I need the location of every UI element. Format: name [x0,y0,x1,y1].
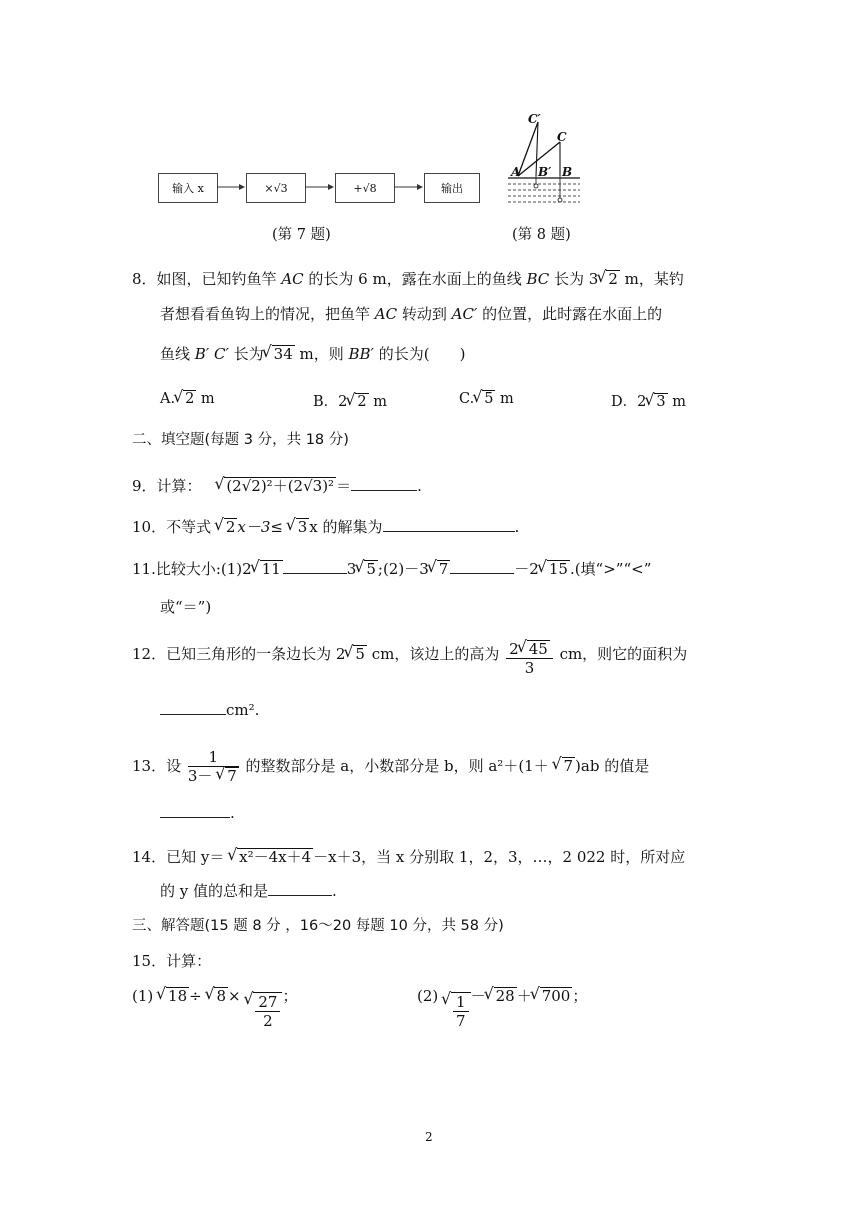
option-a: A.√ 2 m [160,390,215,408]
question-8-line-2: 者想看看鱼钩上的情况，把鱼竿 AC 转动到 AC′ 的位置，此时露在水面上的 [160,305,663,323]
option-b: B．2√ 2 m [313,390,387,411]
question-14-line-1: 14．已知 y＝ √ x²－4x＋4 －x＋3，当 x 分别取 1，2，3，…，2 022 时，所对应 [132,846,685,867]
flowchart-input-label: 输入 x [172,182,204,195]
answer-blank[interactable] [450,559,514,574]
question-15-title: 15．计算： [132,952,212,970]
question-8-line-1: 8．如图，已知钓鱼竿 AC 的长为 6 m，露在水面上的鱼线 BC 长为 3√ 2 m，某钓 [132,268,684,289]
answer-blank[interactable] [283,559,347,574]
flowchart-add-label: +√8 [353,181,377,195]
answer-blank[interactable] [351,476,417,491]
figure8-caption: (第 8 题) [512,227,571,243]
section-3-heading: 三、解答题(15 题 8 分 ，16～20 每题 10 分，共 58 分) [132,918,504,934]
question-8-line-3: 鱼线 B′ C′ 长为√ 34 m，则 BB′ 的长为( ) [160,343,465,364]
question-12-line-1: 12．已知三角形的一条边长为 2√ 5 cm，该边上的高为 $\frac{2√ 45}{3}$ cm，则它的面积为 [132,640,687,677]
question-15-part-2: (2) √ $\frac{1}{7}$ －√ 28 ＋√ 700 ； [417,985,587,1030]
label-b-prime: B′ [538,165,552,179]
flowchart-arrows [0,0,860,230]
flowchart-multiply-label: ×√3 [264,181,288,195]
question-9: 9．计算： √ (2√2)²＋(2√3)² ＝ . [132,475,422,496]
question-14-line-2: 的 y 值的总和是 . [160,882,337,900]
answer-blank[interactable] [160,700,226,715]
label-c-prime: C′ [528,112,541,126]
label-c: C [557,130,567,144]
question-12-line-2: cm². [160,700,259,719]
section-2-heading: 二、填空题(每题 3 分，共 18 分) [132,432,349,448]
question-13-line-2: . [160,803,235,822]
flowchart-output-label: 输出 [441,182,463,195]
label-b: B [562,165,573,179]
fishing-rod-diagram [500,110,590,215]
answer-blank[interactable] [160,803,230,818]
question-13-line-1: 13．设 $\frac{1}{3- √ 7}$ 的整数部分是 a，小数部分是 b，则 a²＋(1＋ √ 7 )ab 的值是 [132,748,649,785]
question-11-line-2: 或“＝”) [160,598,212,616]
question-11-line-1: 11.比较大小:(1)2√ 11 3√ 5 ;(2)－3√ 7 －2√ 15 .(填“>”“<” [132,558,651,579]
question-10: 10．不等式 √ 2 x－3≤ √ 3 x 的解集为 . [132,516,519,537]
label-a: A [511,165,521,179]
figure7-caption: (第 7 题) [272,227,331,243]
option-d: D．2√ 3 m [611,390,686,411]
answer-blank[interactable] [383,517,515,532]
page-number: 2 [425,1130,433,1144]
option-c: C.√ 5 m [459,390,514,408]
answer-blank[interactable] [268,881,332,896]
question-15-part-1: (1) √ 18 ÷ √ 8 × √ $\frac{27}{2}$ ； [132,985,297,1030]
